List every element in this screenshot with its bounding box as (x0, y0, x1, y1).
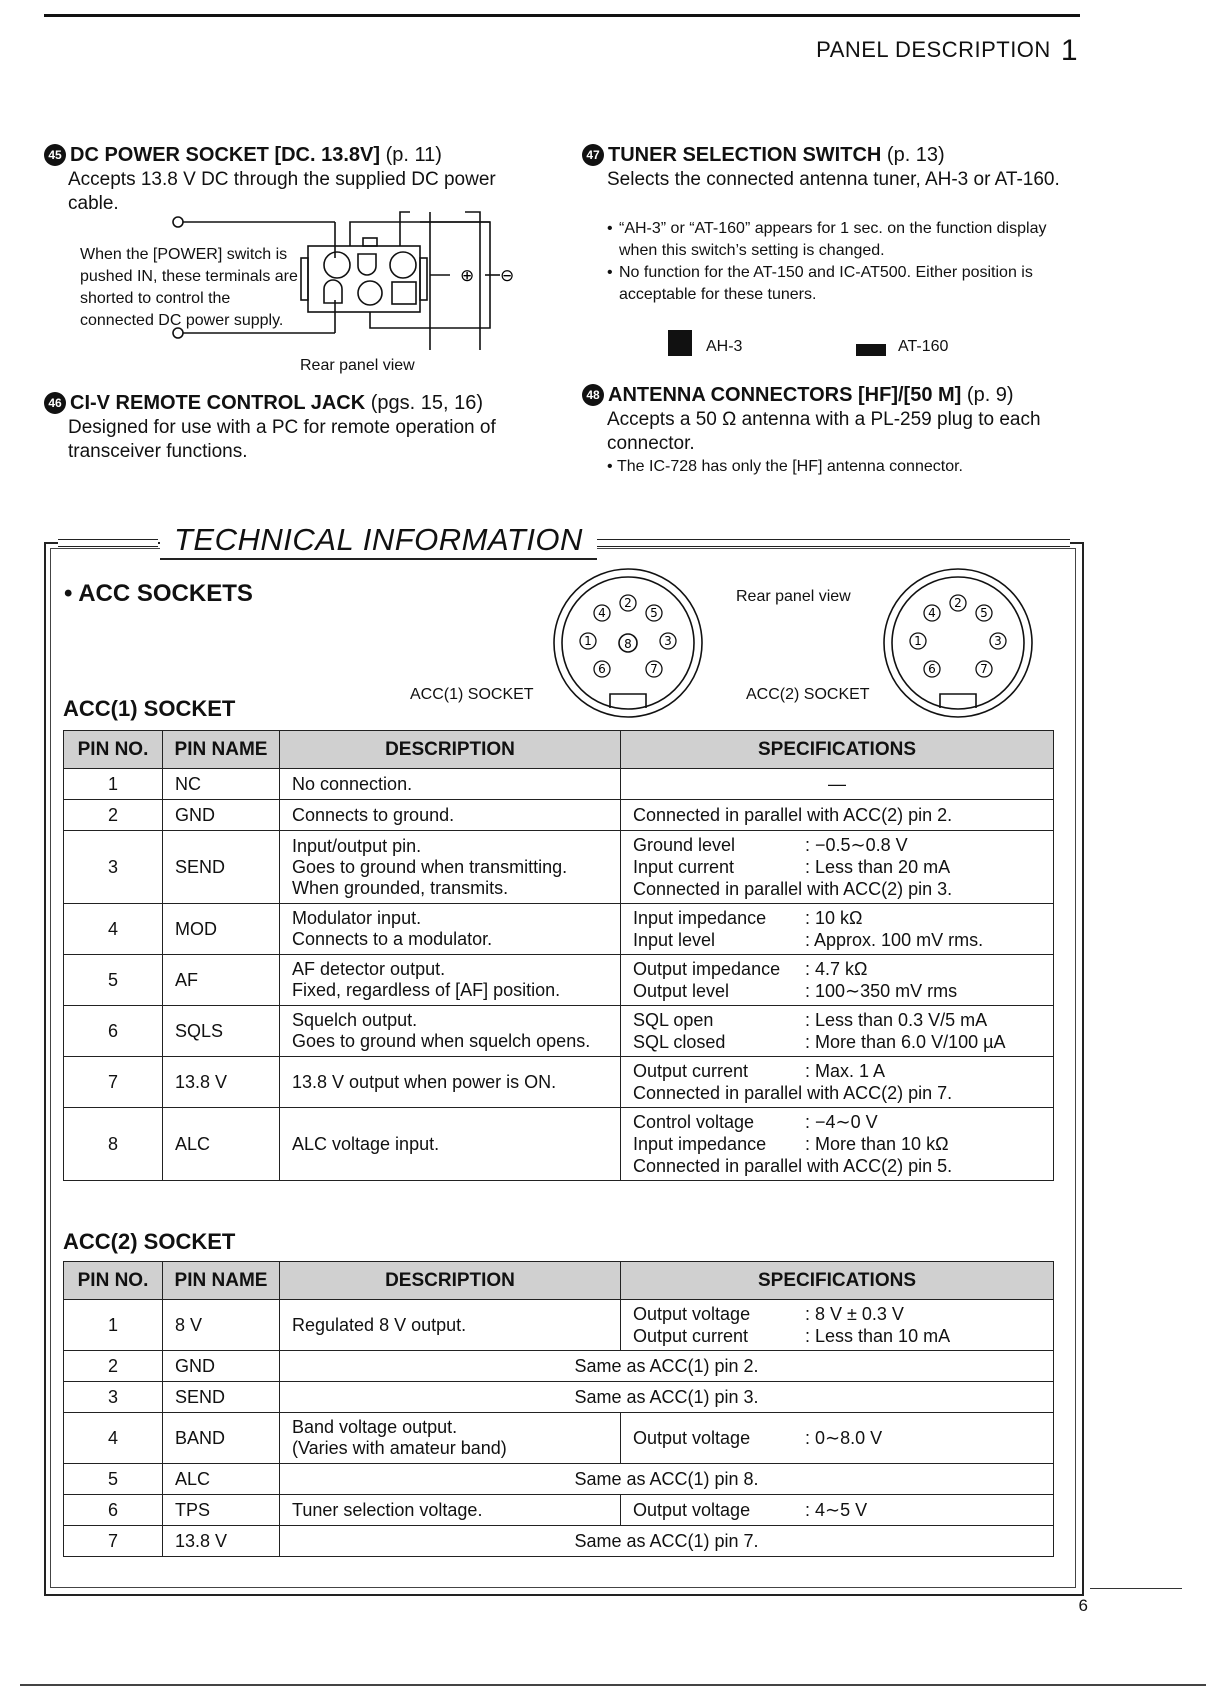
din-pin-label: 2 (954, 596, 962, 610)
item-number-badge: 48 (582, 384, 604, 406)
spec-key: Output current (633, 1326, 749, 1346)
pin-name-cell: ALC (163, 1464, 280, 1495)
pin-number-cell: 1 (64, 1300, 163, 1351)
specification-cell (621, 831, 1054, 904)
acc1-socket-title: ACC(1) SOCKET (63, 696, 236, 721)
pin-name-cell: 13.8 V (163, 1057, 280, 1108)
civ-heading: 46 CI-V REMOTE CONTROL JACK (pgs. 15, 16) (44, 392, 483, 415)
din-pin-label: 1 (584, 634, 592, 648)
spec-value: : Less than 20 mA (805, 857, 951, 877)
description-line: Band voltage output. (292, 1417, 458, 1437)
footer-rule (1090, 1588, 1182, 1589)
spec-key: Connected in parallel with ACC(2) pin 5. (633, 1156, 953, 1176)
specification-cell (621, 769, 1054, 800)
acc1-connector-label: ACC(1) SOCKET (410, 686, 534, 703)
spec-value: : 10 kΩ (805, 908, 863, 928)
din-pin-label: 6 (928, 662, 936, 676)
antenna-body: Accepts a 50 Ω antenna with a PL-259 plug to each connector. (607, 409, 1041, 454)
description-line: 13.8 V output when power is ON. (292, 1071, 557, 1092)
specification-cell (621, 1057, 1054, 1108)
header-pin-name: PIN NAME (163, 1262, 280, 1300)
spec-value: : 4.7 kΩ (805, 959, 868, 979)
table-row (64, 1108, 1054, 1181)
pin-number-cell: 3 (64, 831, 163, 904)
pin-name-cell: NC (163, 769, 280, 800)
table-row (64, 769, 1054, 800)
dc-power-heading: 45 DC POWER SOCKET [DC. 13.8V] (p. 11) (44, 144, 442, 167)
description-line: (Varies with amateur band) (292, 1438, 507, 1458)
spec-line (633, 834, 1041, 856)
din-pin-label: 5 (980, 606, 988, 620)
spec-key: — (828, 774, 846, 794)
spec-key: Output impedance (633, 959, 781, 979)
header-pin-no: PIN NO. (64, 731, 163, 769)
same-as-cell: Same as ACC(1) pin 8. (280, 1464, 1054, 1495)
spec-value: : Less than 0.3 V/5 mA (805, 1010, 988, 1030)
pin-name-cell: 8 V (163, 1300, 280, 1351)
acc2-socket-title: ACC(2) SOCKET (63, 1229, 236, 1254)
table-row (64, 1495, 1054, 1526)
spec-line (633, 1009, 1041, 1031)
description-cell (280, 1108, 621, 1181)
table-row (64, 1006, 1054, 1057)
spec-value: : 0∼8.0 V (805, 1428, 883, 1448)
table-row (64, 831, 1054, 904)
at160-label: AT-160 (898, 338, 949, 355)
spec-line (633, 958, 1041, 980)
description-line: Regulated 8 V output. (292, 1314, 467, 1335)
pin-number-cell: 4 (64, 1413, 163, 1464)
tuner-note: No function for the AT-150 and IC-AT500. Either position is acceptable for these tuners. (619, 264, 1033, 303)
pin-name-cell: MOD (163, 904, 280, 955)
spec-line (633, 1303, 1041, 1325)
spec-line (633, 980, 1041, 1002)
at160-switch-position-icon (856, 344, 886, 356)
spec-key: SQL open (633, 1010, 714, 1030)
description-line: When grounded, transmits. (292, 877, 509, 898)
title-double-rule-left (58, 539, 158, 547)
minus-terminal-symbol: ⊖ (500, 266, 515, 286)
ah3-switch-position-icon (668, 330, 692, 356)
pin-number-cell: 1 (64, 769, 163, 800)
pin-name-cell: SQLS (163, 1006, 280, 1057)
din-pin-label: 4 (598, 606, 606, 620)
din-pin-label: 7 (650, 662, 658, 676)
spec-value: : −0.5∼0.8 V (805, 835, 908, 855)
din-pin-label: 3 (664, 634, 672, 648)
pin-number-cell: 2 (64, 1351, 163, 1382)
pin-number-cell: 5 (64, 955, 163, 1006)
header-pin-name: PIN NAME (163, 731, 280, 769)
spec-line (633, 773, 1041, 795)
spec-value: : Max. 1 A (805, 1061, 886, 1081)
description-cell (280, 769, 621, 800)
description-line: AF detector output. (292, 959, 446, 979)
din-pin-labels (584, 596, 672, 676)
spec-line (633, 856, 1041, 878)
spec-key: Input impedance (633, 1134, 767, 1154)
pin-number-cell: 7 (64, 1526, 163, 1557)
description-line: Goes to ground when transmitting. (292, 856, 568, 877)
spec-line (633, 1082, 1041, 1104)
description-line: Tuner selection voltage. (292, 1499, 483, 1520)
table-row (64, 1351, 1054, 1382)
description-cell (280, 904, 621, 955)
din-pin-label: 2 (624, 596, 632, 610)
description-line: Modulator input. (292, 908, 422, 928)
civ-body: Designed for use with a PC for remote operation of transceiver functions. (68, 417, 496, 462)
page-label: 1 (1060, 34, 1078, 67)
same-as-cell: Same as ACC(1) pin 2. (280, 1351, 1054, 1382)
description-line: Goes to ground when squelch opens. (292, 1031, 591, 1051)
same-as-cell: Same as ACC(1) pin 7. (280, 1526, 1054, 1557)
table-row (64, 1526, 1054, 1557)
table-row (64, 1300, 1054, 1351)
acc-sockets-heading: • ACC SOCKETS (64, 580, 253, 607)
din-pin-label: 6 (598, 662, 606, 676)
description-cell (280, 1006, 621, 1057)
tuner-notes: • “AH-3” or “AT-160” appears for 1 sec. on the function display when this switch’s setting is changed. • No function for the AT-150 and IC-AT500. Either position is acceptable for these tuners. (607, 218, 1077, 306)
description-line: Connects to a modulator. (292, 929, 493, 949)
description-cell (280, 1057, 621, 1108)
plus-terminal-symbol: ⊕ (460, 266, 475, 286)
specification-cell (621, 955, 1054, 1006)
table-row (64, 1464, 1054, 1495)
spec-value: : More than 6.0 V/100 µA (805, 1032, 1006, 1052)
spec-key: Output voltage (633, 1304, 751, 1324)
spec-line (633, 907, 1041, 929)
description-cell (280, 1300, 621, 1351)
antenna-heading: 48 ANTENNA CONNECTORS [HF]/[50 M] (p. 9) (582, 384, 1014, 407)
pin-number-cell: 5 (64, 1464, 163, 1495)
specification-cell (621, 800, 1054, 831)
pin-number-cell: 2 (64, 800, 163, 831)
rear-panel-view-label: Rear panel view (736, 588, 851, 605)
header-specifications: SPECIFICATIONS (621, 1262, 1054, 1300)
ah3-label: AH-3 (706, 338, 743, 355)
spec-key: SQL closed (633, 1032, 726, 1052)
spec-key: Connected in parallel with ACC(2) pin 2. (633, 805, 953, 825)
pin-name-cell: TPS (163, 1495, 280, 1526)
specification-cell (621, 1006, 1054, 1057)
spec-line (633, 878, 1041, 900)
spec-line (633, 929, 1041, 951)
pin-number-cell: 3 (64, 1382, 163, 1413)
item-number-badge: 46 (44, 392, 66, 414)
pin-number-cell: 7 (64, 1057, 163, 1108)
din-pin-label: 1 (914, 634, 922, 648)
spec-key: Output current (633, 1061, 749, 1081)
spec-line (633, 1031, 1041, 1053)
specification-cell (621, 904, 1054, 955)
tuner-note: “AH-3” or “AT-160” appears for 1 sec. on the function display when this switch’s setting is changed. (619, 220, 1047, 259)
description-line: Input/output pin. (292, 835, 422, 856)
spec-line (633, 1427, 1041, 1449)
spec-key: Output voltage (633, 1428, 751, 1448)
dc-power-body: Accepts 13.8 V DC through the supplied DC power cable. (68, 169, 496, 214)
specification-cell (621, 1495, 1054, 1526)
spec-key: Output voltage (633, 1500, 751, 1520)
pin-number-cell: 6 (64, 1495, 163, 1526)
din-pin-labels (914, 596, 1002, 676)
pin-name-cell: GND (163, 1351, 280, 1382)
spec-key: Output level (633, 981, 730, 1001)
item-number-badge: 47 (582, 144, 604, 166)
pin-name-cell: SEND (163, 831, 280, 904)
antenna-note: The IC-728 has only the [HF] antenna connector. (617, 458, 963, 475)
spec-line (633, 1155, 1041, 1177)
pin-name-cell: BAND (163, 1413, 280, 1464)
spec-line (633, 1499, 1041, 1521)
header-pin-no: PIN NO. (64, 1262, 163, 1300)
spec-line (633, 1060, 1041, 1082)
table-row (64, 800, 1054, 831)
header-rule (44, 14, 1080, 17)
acc1-spec-table (63, 730, 1054, 1181)
specification-cell (621, 1108, 1054, 1181)
bottom-rule (20, 1684, 1206, 1686)
pin-name-cell: 13.8 V (163, 1526, 280, 1557)
tuner-body: Selects the connected antenna tuner, AH-3 or AT-160. (607, 169, 1060, 190)
pin-name-cell: AF (163, 955, 280, 1006)
spec-value: : Approx. 100 mV rms. (805, 930, 984, 950)
technical-info-title: TECHNICAL INFORMATION (160, 522, 597, 560)
pin-number-cell: 6 (64, 1006, 163, 1057)
din-pin-label: 7 (980, 662, 988, 676)
spec-line (633, 804, 1041, 826)
pin-name-cell: GND (163, 800, 280, 831)
header-description: DESCRIPTION (280, 731, 621, 769)
spec-key: Input impedance (633, 908, 767, 928)
description-line: No connection. (292, 773, 413, 794)
pin-name-cell: ALC (163, 1108, 280, 1181)
description-cell (280, 955, 621, 1006)
description-cell (280, 1413, 621, 1464)
table-row (64, 904, 1054, 955)
table-row (64, 1057, 1054, 1108)
dc-socket-diagram (160, 200, 540, 350)
description-cell (280, 800, 621, 831)
description-cell (280, 831, 621, 904)
spec-value: : −4∼0 V (805, 1112, 878, 1132)
acc2-connector-label: ACC(2) SOCKET (746, 686, 870, 703)
table-row (64, 955, 1054, 1006)
item-number-badge: 45 (44, 144, 66, 166)
spec-line (633, 1325, 1041, 1347)
table-header-row (64, 1262, 1054, 1300)
spec-line (633, 1133, 1041, 1155)
acc2-din-connector (880, 565, 1040, 725)
spec-key: Connected in parallel with ACC(2) pin 7. (633, 1083, 953, 1103)
header-description: DESCRIPTION (280, 1262, 621, 1300)
spec-value: : Less than 10 mA (805, 1326, 951, 1346)
header-specifications: SPECIFICATIONS (621, 731, 1054, 769)
spec-key: Input current (633, 857, 735, 877)
spec-line (633, 1111, 1041, 1133)
din-pin-label: 3 (994, 634, 1002, 648)
dc-power-diagram-note: When the [POWER] switch is pushed IN, these terminals are shorted to control the connected DC power supply. (80, 246, 298, 329)
spec-key: Input level (633, 930, 716, 950)
spec-key: Connected in parallel with ACC(2) pin 3. (633, 879, 953, 899)
din-pin-label: 4 (928, 606, 936, 620)
spec-value: : 100∼350 mV rms (805, 981, 958, 1001)
din-pin-label: 8 (624, 637, 632, 651)
footer-page-number: 6 (1078, 1596, 1088, 1615)
spec-key: Ground level (633, 835, 736, 855)
din-pin-label: 5 (650, 606, 658, 620)
table-row (64, 1413, 1054, 1464)
spec-value: : More than 10 kΩ (805, 1134, 949, 1154)
page-title: PANEL DESCRIPTION 1 (816, 34, 1078, 67)
pin-name-cell: SEND (163, 1382, 280, 1413)
acc1-din-connector (550, 565, 710, 725)
acc2-spec-table (63, 1261, 1054, 1557)
tuner-heading: 47 TUNER SELECTION SWITCH (p. 13) (582, 144, 945, 167)
spec-key: Control voltage (633, 1112, 755, 1132)
dc-power-caption: Rear panel view (300, 357, 415, 374)
description-line: Fixed, regardless of [AF] position. (292, 980, 561, 1000)
specification-cell (621, 1300, 1054, 1351)
description-line: Squelch output. (292, 1010, 418, 1030)
table-row (64, 1382, 1054, 1413)
same-as-cell: Same as ACC(1) pin 3. (280, 1382, 1054, 1413)
spec-value: : 8 V ± 0.3 V (805, 1304, 904, 1324)
description-cell (280, 1495, 621, 1526)
description-line: Connects to ground. (292, 804, 455, 825)
specification-cell (621, 1413, 1054, 1464)
pin-number-cell: 4 (64, 904, 163, 955)
antenna-note-row: • The IC-728 has only the [HF] antenna connector. (607, 456, 1077, 478)
title-double-rule-right (556, 539, 1070, 547)
table-header-row (64, 731, 1054, 769)
spec-value: : 4∼5 V (805, 1500, 868, 1520)
description-line: ALC voltage input. (292, 1133, 440, 1154)
pin-number-cell: 8 (64, 1108, 163, 1181)
